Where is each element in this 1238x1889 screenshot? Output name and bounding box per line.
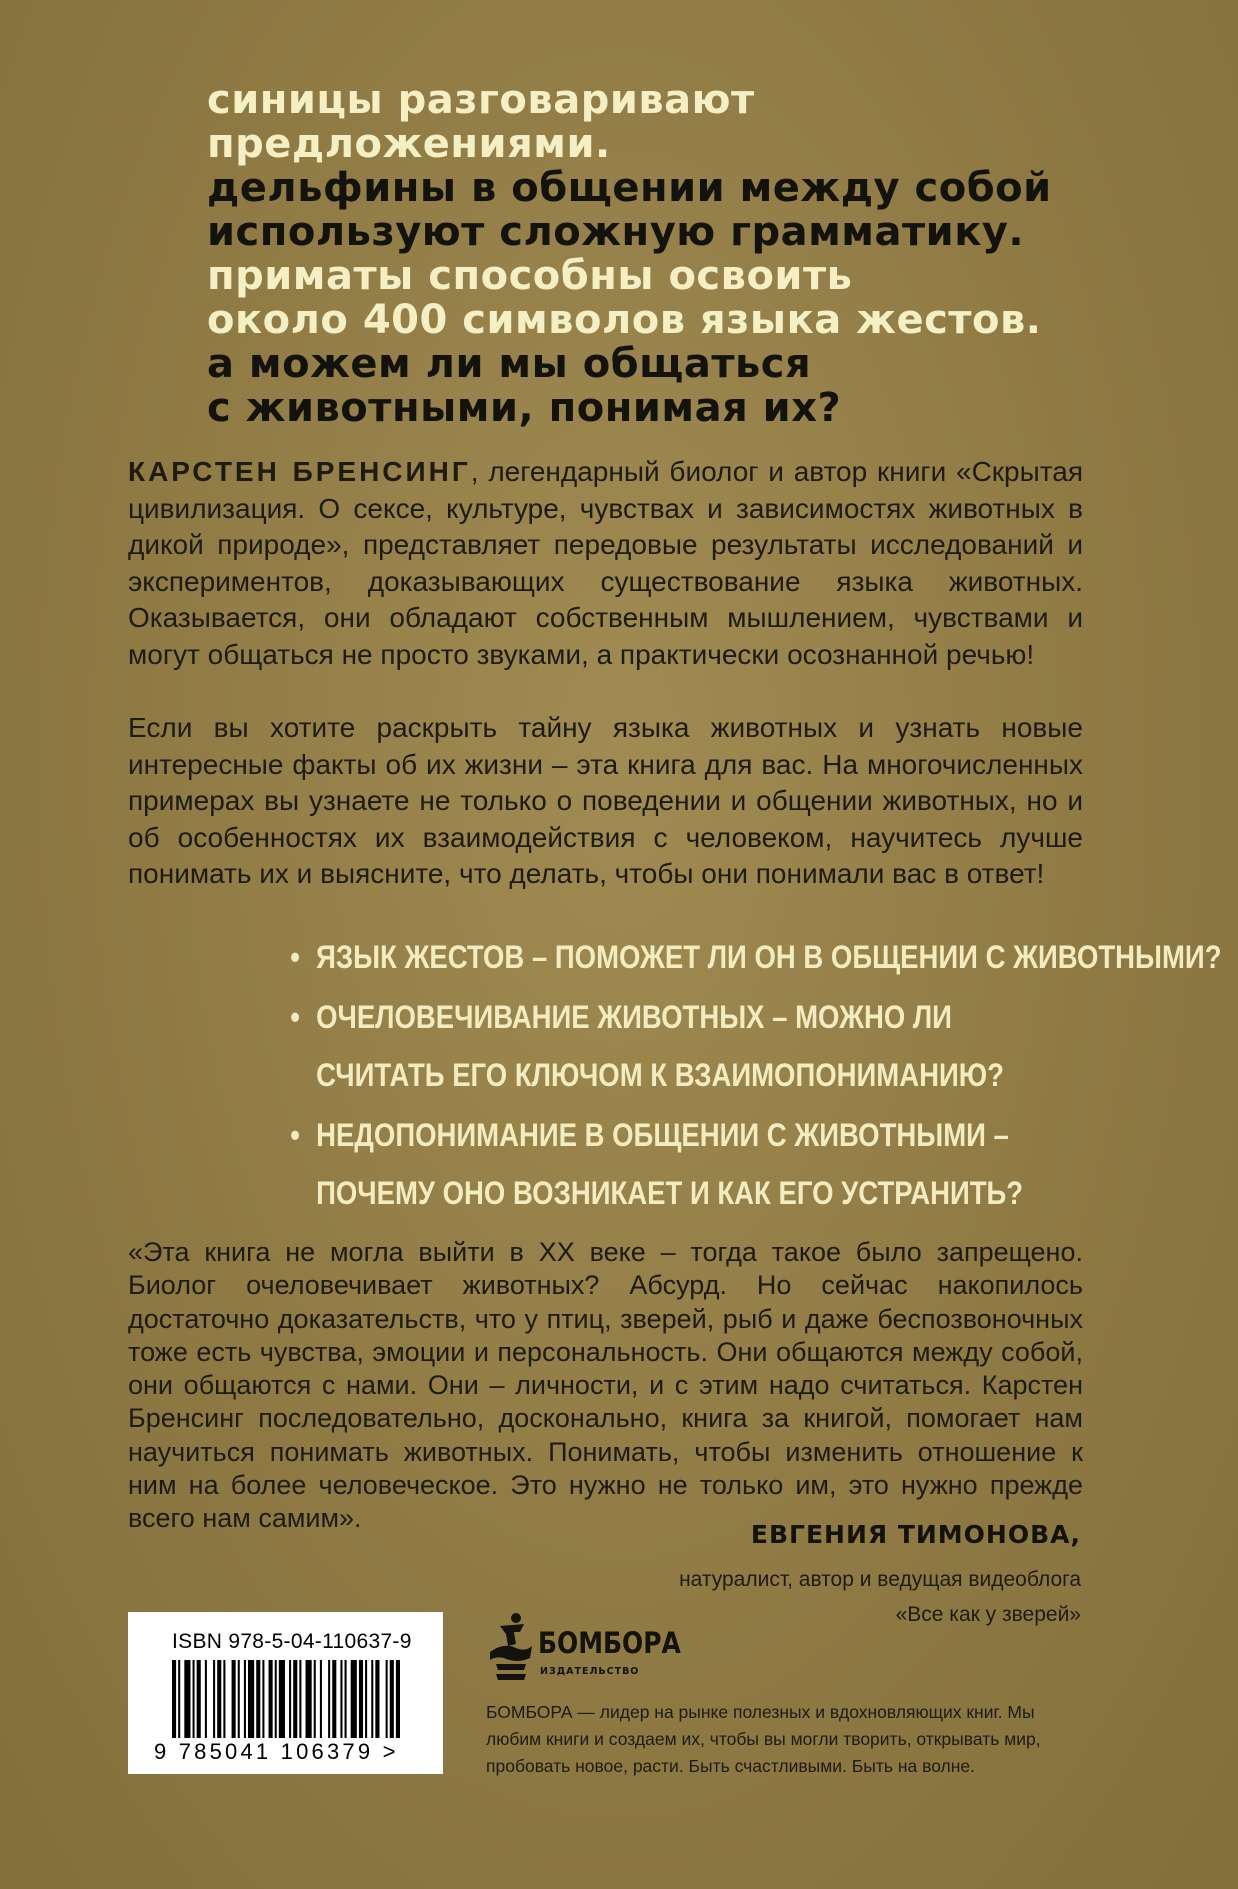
barcode-box	[128, 1612, 443, 1774]
review-quote: «Эта книга не могла выйти в XX веке – тогда такое было запрещено. Биолог очеловечивает животных? Абсурд. Но сейчас накопилось достаточно доказательств, что у птиц, зверей, рыб и даже беспозвоночных тоже есть чувства, эмоции и персональность. Они общаются между собой, они общаются с нами. Они – личности, и с этим надо считаться. Карстен Бренсинг последовательно, досконально, книга за книгой, помогает нам научиться понимать животных. Понимать, чтобы изменить отношение к ним на более человеческое. Это нужно не только им, это нужно прежде всего нам самим».	[128, 1237, 1083, 1534]
isbn-number: ISBN 978-5-04-110637-9	[172, 1630, 412, 1653]
body-paragraph: Если вы хотите раскрыть тайну языка животных и узнать новые интересные факты об их жизни – эта книга для вас. На многочисленных примерах вы узнаете не только о поведении и общении животных, но и об особенностях их взаимодействия с человеком, научитесь лучше понимать их и выясните, что делать, чтобы они понимали вас в ответ!	[128, 712, 1083, 889]
bullet-text: НЕДОПОНИМАНИЕ В ОБЩЕНИИ С ЖИВОТНЫМИ –	[316, 1117, 1009, 1153]
bullet-marker: •	[290, 1117, 300, 1153]
bullet-text: ОЧЕЛОВЕЧИВАНИЕ ЖИВОТНЫХ – МОЖНО ЛИ	[316, 999, 952, 1035]
barcode-icon	[172, 1660, 400, 1738]
bullet-text: СЧИТАТЬ ЕГО КЛЮЧОМ К ВЗАИМОПОНИМАНИЮ?	[316, 1057, 1004, 1093]
publisher-logo	[486, 1612, 696, 1692]
author-name: КАРСТЕН БРЕНСИНГ	[128, 456, 471, 487]
bullet-text: ЯЗЫК ЖЕСТОВ – ПОМОЖЕТ ЛИ ОН В ОБЩЕНИИ С ЖИВОТНЫМИ?	[316, 939, 1222, 975]
headline-line: синицы разговаривают	[207, 77, 755, 123]
wave-rider-logo-icon	[486, 1612, 536, 1688]
barcode-digits: 9 785041 106379 >	[154, 1739, 399, 1764]
quote-author: ЕВГЕНИЯ ТИМОНОВА,	[750, 1520, 1081, 1549]
publisher-logo-subtitle: ИЗДАТЕЛЬСТВО	[540, 1666, 640, 1677]
quote-role-line: «Все как у зверей»	[895, 1603, 1081, 1626]
bullet-text: ПОЧЕМУ ОНО ВОЗНИКАЕТ И КАК ЕГО УСТРАНИТЬ?	[316, 1175, 1024, 1211]
intro-paragraph	[128, 454, 1083, 673]
headline-line: с животными, понимая их?	[207, 385, 842, 431]
headline-line: дельфины в общении между собой	[207, 165, 1052, 211]
bullet-item	[290, 932, 1222, 982]
quote-role-line: натуралист, автор и ведущая видеоблога	[679, 1568, 1081, 1591]
publisher-logo-name: БОМБОРА	[538, 1626, 681, 1660]
bullet-marker: •	[290, 939, 300, 975]
headline-line: предложениями.	[207, 121, 611, 167]
bullet-item	[290, 1110, 1024, 1218]
headline-line: приматы способны освоить	[207, 253, 853, 299]
quote-author-role	[679, 1562, 1081, 1632]
publisher-description: БОМБОРА — лидер на рынке полезных и вдохновляющих книг. Мы любим книги и создаем их, чтобы вы могли творить, открывать мир, пробовать новое, расти. Быть счастливыми. Быть на волне.	[486, 1702, 1041, 1776]
headline-line: а можем ли мы общаться	[207, 341, 812, 387]
intro-text: , легендарный биолог и автор книги «Скрытая цивилизация. О сексе, культуре, чувствах и зависимостях животных в дикой природе», представляет передовые результаты исследований и экспериментов, доказывающих существование языка животных. Оказывается, они обладают собственным мышлением, чувствами и могут общаться не просто звуками, а практически осознанной речью!	[128, 456, 1083, 670]
bullet-marker: •	[290, 999, 300, 1035]
headline-line: используют сложную грамматику.	[207, 209, 1025, 255]
bullet-list	[290, 932, 1222, 1228]
bullet-item	[292, 992, 1006, 1100]
headline	[207, 78, 1167, 430]
headline-line: около 400 символов языка жестов.	[207, 297, 1042, 343]
